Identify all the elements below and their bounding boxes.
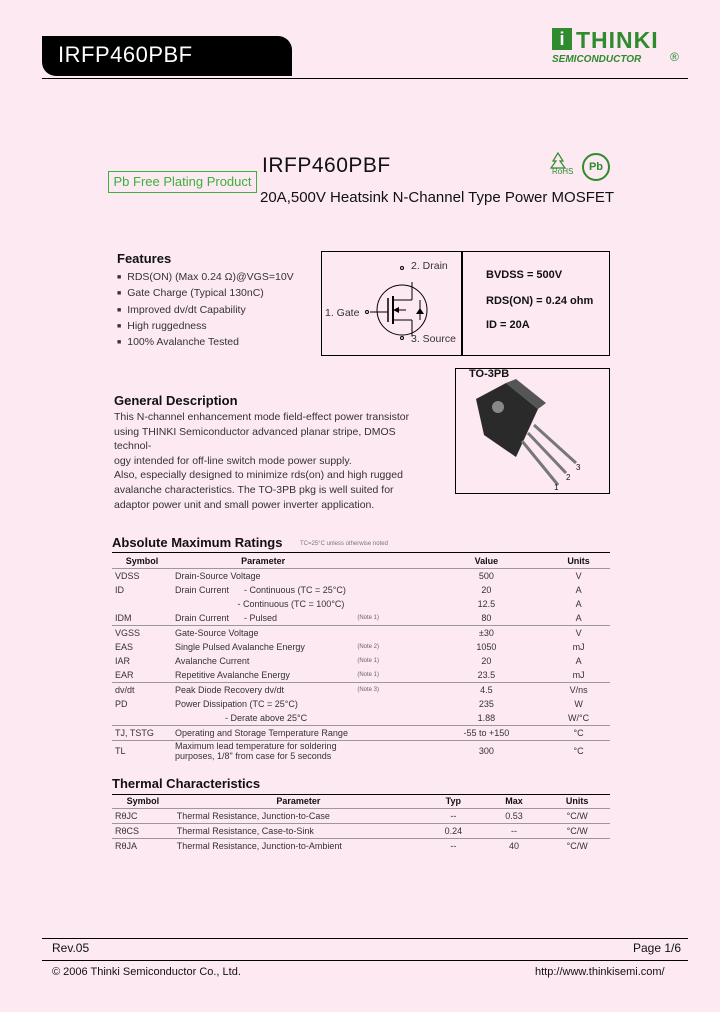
thermal-cell-typ: -- [423,809,484,824]
spec-rds-on: RDS(ON) = 0.24 ohm [486,295,594,307]
amr-cell-unit: mJ [572,670,585,680]
amr-cell-param: Operating and Storage Temperature Range [172,726,354,741]
amr-header-value: Value [474,556,499,566]
table-row [112,839,610,854]
feature-item: ■ Gate Charge (Typical 130nC) [117,286,294,302]
amr-cell-param: Peak Diode Recovery dv/dt [172,683,354,698]
amr-cell-note [354,583,425,597]
pb-free-badge-icon: Pb [582,153,610,181]
footer-rule [42,938,688,939]
table-row [112,697,610,711]
thermal-cell-unit: °C/W [544,824,610,839]
amr-cell-note: (Note 1) [357,615,380,621]
amr-cell-unit: °C [547,726,610,741]
amr-cell-unit: V [547,569,610,584]
amr-cell-unit: A [575,613,582,623]
table-row [112,726,610,741]
amr-cell-param: Power Dissipation (TC = 25°C) [175,699,298,709]
amr-cell-sym: EAR [115,670,134,680]
amr-cell-value: 235 [478,699,494,709]
amr-cell-param: Maximum lead temperature for soldering purposes, 1/8" from case for 5 seconds [172,741,354,762]
amr-cell-param: Avalanche Current [175,656,250,666]
amr-cell-param: Single Pulsed Avalanche Energy [175,642,305,652]
description-line: Also, especially designed to minimize rds(on) and high rugged [114,469,403,482]
amr-cell-sym: TJ, TSTG [112,726,172,741]
amr-cell-value: 20 [481,656,492,666]
amr-cell-param: Drain Current - Pulsed [175,613,278,623]
amr-cell-param: Drain Current - Continuous (TC = 25°C) [175,585,346,595]
feature-item: ■ High ruggedness [117,319,294,335]
amr-cell-sym: EAS [115,642,134,652]
amr-cell-unit: A [575,585,582,595]
description-line: avalanche characteristics. The TO-3PB pkg is well suited for [114,483,394,496]
thermal-heading: Thermal Characteristics [112,776,261,791]
table-row [112,711,610,726]
amr-cell-sym [112,597,172,611]
amr-cell-note: (Note 1) [357,658,380,664]
table-row [112,597,610,611]
amr-cell-value: 1.88 [477,713,496,723]
amr-cell-sym: dv/dt [112,683,172,698]
amr-table [112,554,610,761]
amr-header-symbol: Symbol [125,556,159,566]
header-rule [42,78,688,79]
amr-heading: Absolute Maximum Ratings [112,535,283,550]
thermal-cell-sym: RθJC [112,809,174,824]
amr-cell-unit: W/°C [568,713,590,723]
table-row [112,741,610,762]
thermal-cell-max: -- [484,824,545,839]
copyright: © 2006 Thinki Semiconductor Co., Ltd. [52,966,241,978]
amr-cell-value: 23.5 [477,670,496,680]
amr-cell-sym: ID [115,585,124,595]
general-description [114,410,434,512]
thermal-cell-sym: RθCS [112,824,174,839]
amr-cell-sym: IDM [115,613,132,623]
spec-id: ID = 20A [486,319,530,331]
amr-cell-value: 20 [481,585,492,595]
amr-cell-note [354,711,425,726]
spec-bvdss: BVDSS = 500V [486,269,563,281]
amr-cell-note: (Note 1) [357,672,380,678]
amr-cell-param: - Continuous (TC = 100°C) [175,599,345,609]
registered-mark: ® [670,50,679,64]
amr-cell-sym [112,711,172,726]
thermal-cell-max: 40 [484,839,545,854]
description-line: This N-channel enhancement mode field-effect power transistor [114,411,410,423]
amr-cell-unit: W [574,699,583,709]
amr-cell-param: Repetitive Avalanche Energy [175,670,290,680]
amr-cell-sym: VDSS [112,569,172,584]
amr-cell-sym: IAR [115,656,131,666]
feature-item: ■ RDS(ON) (Max 0.24 Ω)@VGS=10V [117,270,294,286]
logo-name: THINKI [576,27,659,53]
pb-free-label: Pb Free Plating Product [108,171,257,193]
amr-cell-unit: V [547,626,610,641]
amr-cell-param: Gate-Source Voltage [172,626,354,641]
page-title: IRFP460PBF [262,154,391,177]
pin-3-label: 3 [576,463,581,472]
thermal-cell-typ: 0.24 [423,824,484,839]
amr-top-rule [112,552,610,553]
website-link[interactable]: http://www.thinkisemi.com/ [535,966,665,978]
amr-cell-note [354,569,425,584]
source-pin-label: 3. Source [411,333,456,345]
table-row [112,683,610,698]
thermal-cell-param: Thermal Resistance, Junction-to-Ambient [174,839,423,854]
thermal-header-symbol: Symbol [126,796,160,806]
logo-subtitle: SEMICONDUCTOR [552,54,642,65]
amr-cell-value: 80 [481,613,492,623]
rohs-label: RoHS [552,167,574,176]
amr-cell-sym: VGSS [112,626,172,641]
amr-condition: TC=25°C unless otherwise noted [300,541,388,547]
page-subtitle: 20A,500V Heatsink N-Channel Type Power MOSFET [260,189,615,206]
amr-cell-value: -55 to +150 [426,726,547,741]
table-row [112,626,610,641]
thermal-header-max: Max [505,796,523,806]
description-line: using THINKI Semiconductor advanced planar stripe, DMOS technol- [114,425,396,453]
drain-pin-label: 2. Drain [411,260,448,272]
thermal-cell-param: Thermal Resistance, Junction-to-Case [174,809,423,824]
amr-cell-note [354,741,425,762]
table-row [112,611,610,626]
amr-cell-note [354,626,425,641]
page-number: Page 1/6 [633,941,682,955]
thermal-cell-unit: °C/W [544,809,610,824]
amr-cell-value: ±30 [426,626,547,641]
gate-pin-label: 1. Gate [325,307,360,319]
features-heading: Features [117,251,172,266]
table-row [112,654,610,668]
package-drawing [455,368,610,494]
table-row [112,668,610,683]
to3pb-package-icon [456,369,609,493]
amr-cell-note [354,597,425,611]
amr-cell-value: 500 [426,569,547,584]
thermal-table [112,794,610,853]
logo-icon: i [552,28,572,50]
amr-cell-value: 12.5 [477,599,496,609]
amr-cell-param: - Derate above 25°C [175,713,308,723]
table-row [112,640,610,654]
pin-1-label: 1 [554,483,559,492]
amr-cell-sym: PD [115,699,128,709]
feature-item: ■ 100% Avalanche Tested [117,335,294,351]
amr-header-units: Units [567,556,590,566]
amr-cell-unit: mJ [572,642,585,652]
amr-cell-unit: A [575,599,582,609]
table-row [112,583,610,597]
amr-cell-value: 1050 [476,642,497,652]
amr-cell-unit: V/ns [547,683,610,698]
thermal-cell-sym: RθJA [112,839,174,854]
thermal-header-parameter: Parameter [276,796,321,806]
table-row [112,824,610,839]
header-part-number: IRFP460PBF [58,42,193,67]
footer-rule-2 [42,960,688,961]
amr-cell-value: 300 [426,741,547,762]
amr-cell-param: Drain-Source Voltage [172,569,354,584]
amr-cell-unit: °C [547,741,610,762]
amr-cell-note [354,726,425,741]
amr-cell-value: 4.5 [426,683,547,698]
amr-header-parameter: Parameter [241,556,286,566]
thermal-cell-max: 0.53 [484,809,545,824]
thermal-header-typ: Typ [445,796,461,806]
mosfet-schematic [321,251,463,356]
amr-cell-note: (Note 2) [357,644,380,650]
pin-2-label: 2 [566,473,571,482]
package-label: TO-3PB [469,368,510,380]
feature-item: ■ Improved dv/dt Capability [117,303,294,319]
features-list [117,270,294,351]
amr-cell-note: (Note 3) [354,683,425,698]
thermal-cell-param: Thermal Resistance, Case-to-Sink [174,824,423,839]
amr-cell-sym: TL [112,741,172,762]
table-row [112,569,610,584]
thermal-cell-unit: °C/W [544,839,610,854]
revision: Rev.05 [52,941,90,955]
thermal-header-units: Units [565,796,589,806]
general-description-heading: General Description [114,393,238,408]
thermal-cell-typ: -- [423,839,484,854]
description-line: ogy intended for off-line switch mode power supply. [114,454,352,467]
amr-cell-unit: A [575,656,582,666]
description-line: adaptor power unit and small power inverter application. [114,498,375,511]
amr-cell-note [354,697,425,711]
table-row [112,809,610,824]
